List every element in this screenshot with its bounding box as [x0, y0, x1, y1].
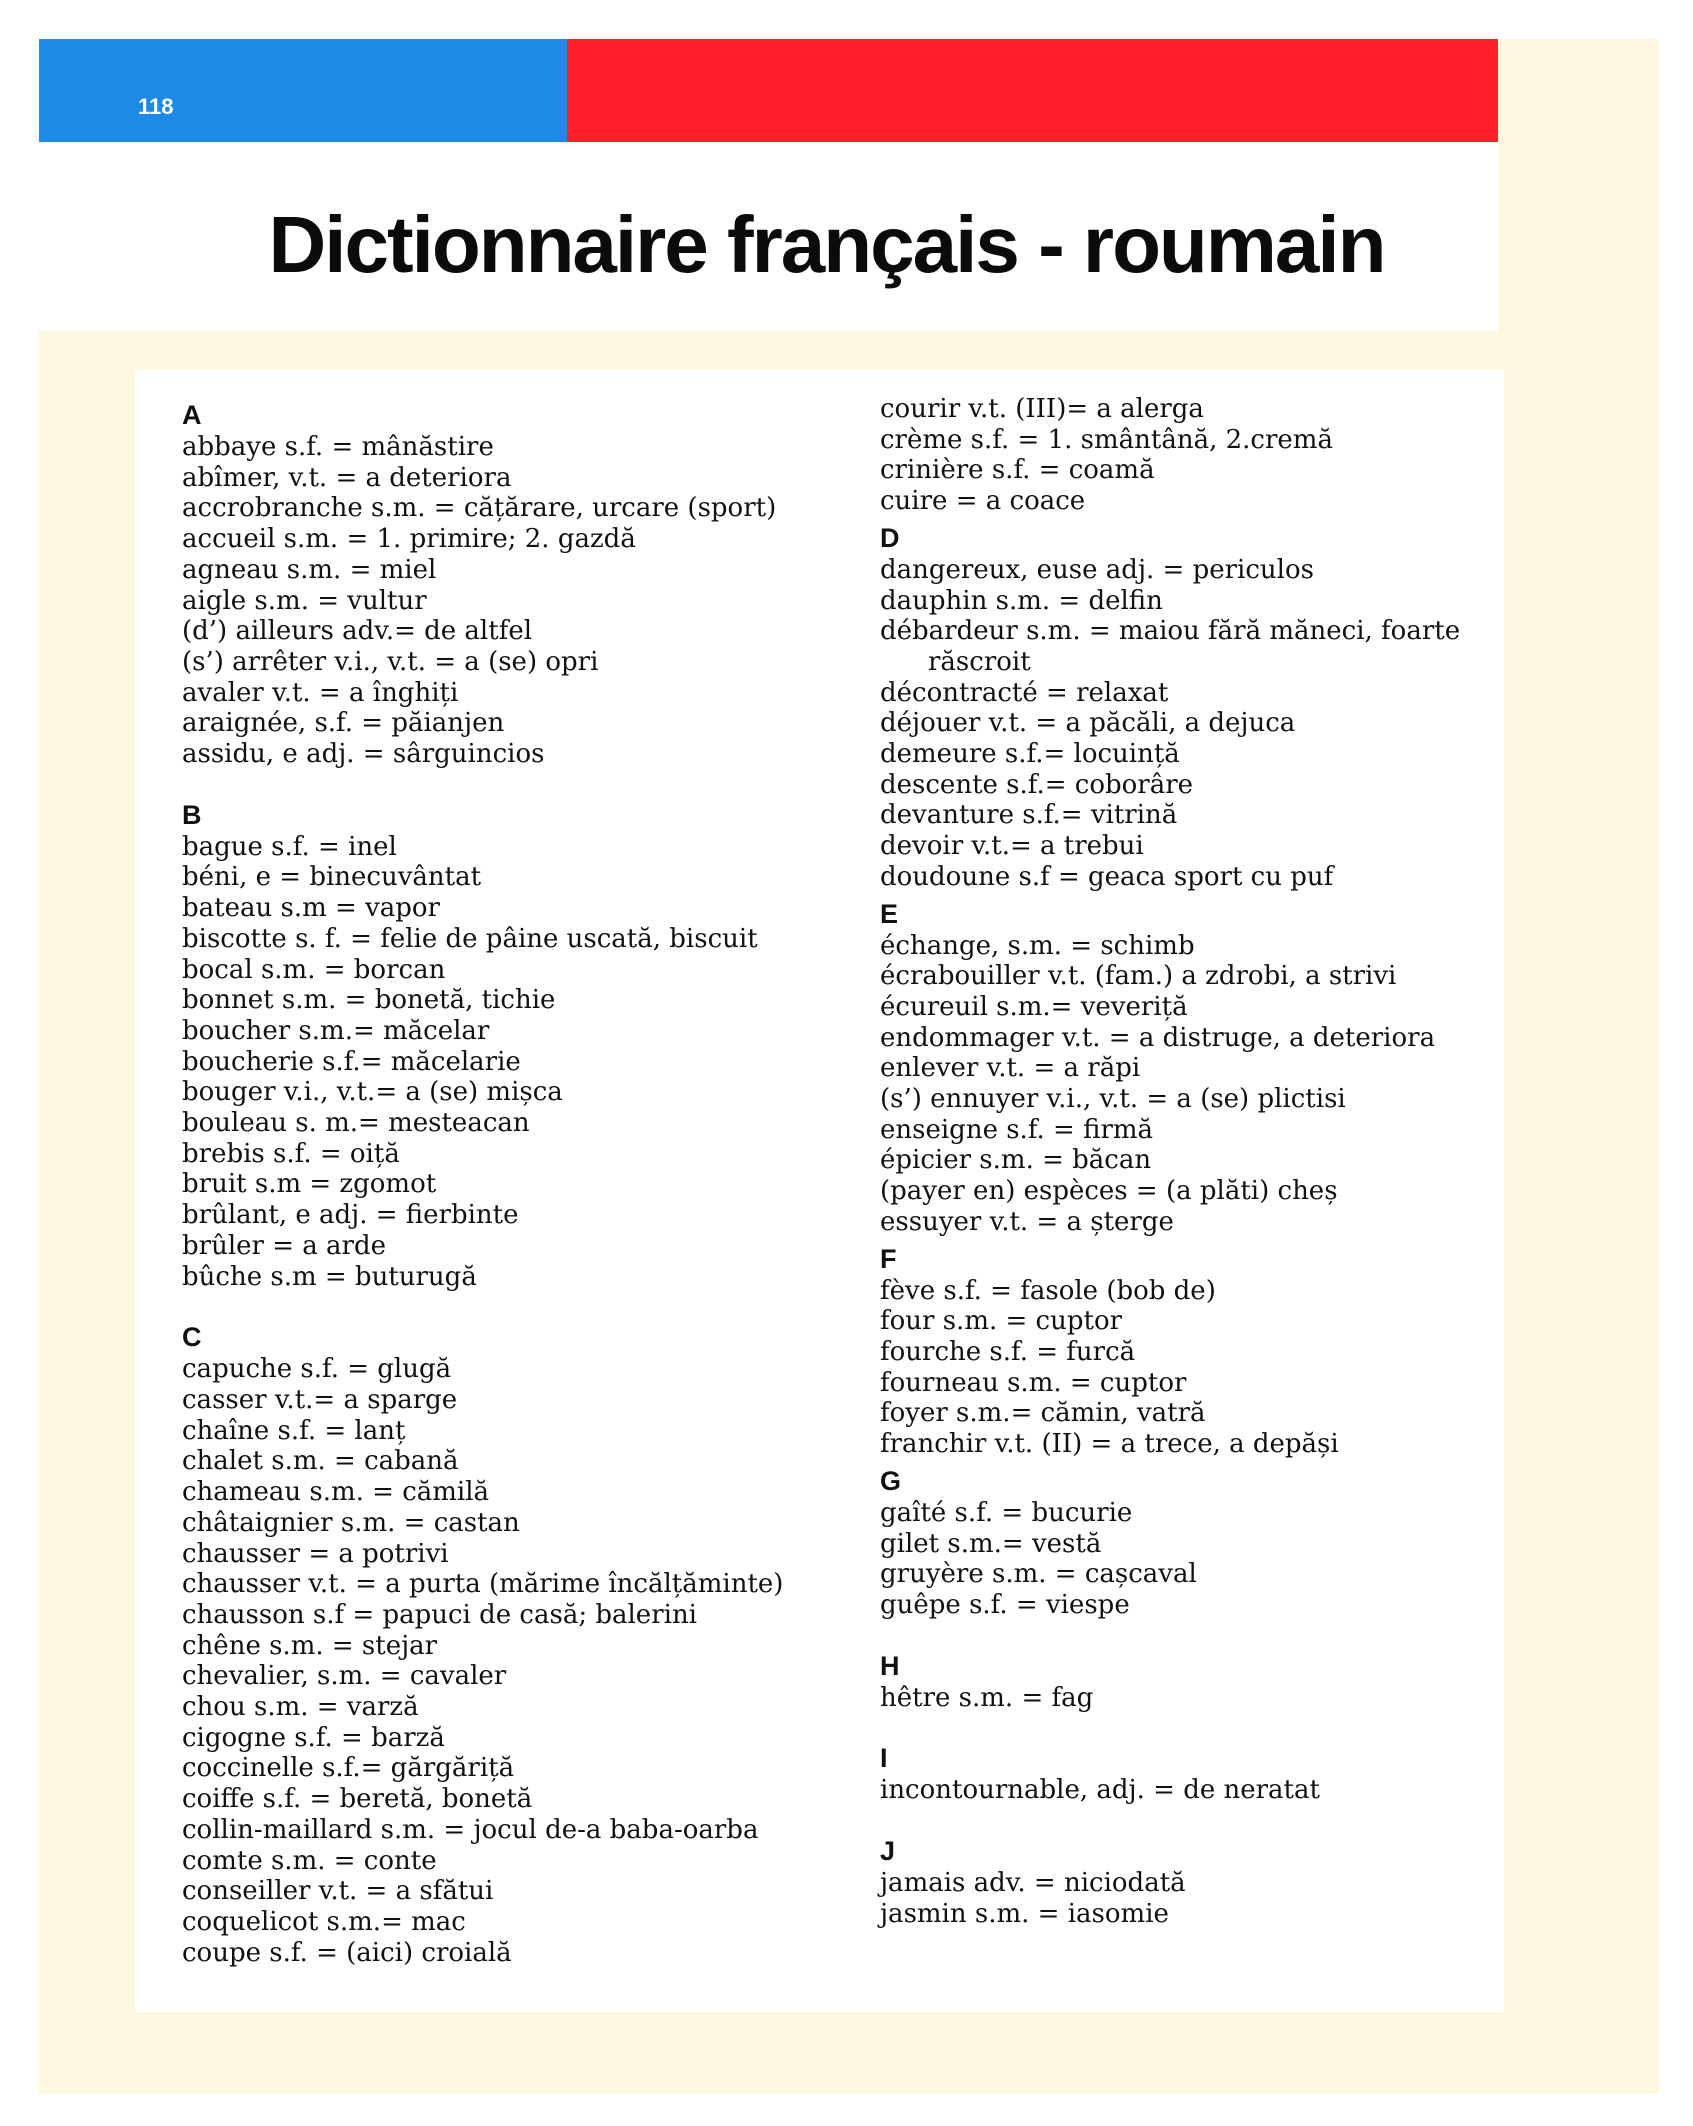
section-letter: E	[880, 898, 899, 929]
section-letter: I	[880, 1743, 888, 1774]
dictionary-entry: bruit s.m = zgomot	[182, 1169, 437, 1200]
section-b	[182, 798, 822, 1293]
dictionary-entry: chausser = a potrivi	[182, 1538, 449, 1569]
dictionary-entry: foyer s.m.= cămin, vatră	[880, 1398, 1206, 1429]
dictionary-entry: gruyère s.m. = cașcaval	[880, 1559, 1197, 1590]
dictionary-entry: boucherie s.f.= măcelarie	[182, 1046, 521, 1077]
section-gap	[182, 770, 822, 798]
dictionary-entry: enseigne s.f. = firmă	[880, 1114, 1154, 1145]
dictionary-entry: chameau s.m. = cămilă	[182, 1477, 490, 1508]
section-e	[880, 897, 1520, 1238]
right-column	[880, 394, 1520, 1929]
dictionary-entry: gaîté s.f. = bucurie	[880, 1497, 1133, 1528]
dictionary-entry: courir v.t. (III)= a alerga	[880, 394, 1204, 424]
page-number: 118	[138, 94, 174, 119]
dictionary-entry: agneau s.m. = miel	[182, 554, 437, 585]
section-letter: A	[182, 400, 202, 430]
dictionary-entry: déjouer v.t. = a păcăli, a dejuca	[880, 708, 1296, 739]
dictionary-entry: (s’) ennuyer v.i., v.t. = a (se) plictisi	[880, 1084, 1346, 1115]
left-column	[182, 398, 822, 1968]
dictionary-entry: accueil s.m. = 1. primire; 2. gazdă	[182, 524, 636, 555]
section-letter: F	[880, 1243, 897, 1274]
dictionary-entry: four s.m. = cuptor	[880, 1306, 1123, 1337]
dictionary-entry: coupe s.f. = (aici) croială	[182, 1937, 512, 1968]
section-f	[880, 1242, 1520, 1460]
dictionary-entry: biscotte s. f. = felie de pâine uscată, biscuit	[182, 923, 758, 954]
dictionary-entry: hêtre s.m. = fag	[880, 1682, 1094, 1713]
dictionary-entry: dauphin s.m. = delfin	[880, 585, 1163, 616]
dictionary-entry: doudoune s.f = geaca sport cu puf	[880, 861, 1334, 892]
section-a	[182, 398, 822, 770]
section-j	[880, 1834, 1520, 1929]
dictionary-entry: descente s.f.= coborâre	[880, 769, 1194, 800]
dictionary-entry: crème s.f. = 1. smântână, 2.cremă	[880, 424, 1333, 455]
section-d	[880, 521, 1520, 893]
section-letter: J	[880, 1836, 896, 1867]
dictionary-entry: coccinelle s.f.= gărgăriță	[182, 1753, 515, 1784]
dictionary-entry: (d’) ailleurs adv.= de altfel	[182, 616, 533, 647]
section-g	[880, 1464, 1520, 1621]
dictionary-entry: chou s.m. = varză	[182, 1692, 419, 1723]
dictionary-entry: abîmer, v.t. = a deteriora	[182, 462, 512, 493]
dictionary-entry: endommager v.t. = a distruge, a deteriora	[880, 1022, 1436, 1053]
section-gap	[880, 1806, 1520, 1834]
dictionary-entry: épicier s.m. = băcan	[880, 1145, 1152, 1176]
dictionary-entry: comte s.m. = conte	[182, 1845, 437, 1876]
dictionary-entry: chêne s.m. = stejar	[182, 1630, 438, 1661]
dictionary-entry: brûlant, e adj. = fierbinte	[182, 1200, 519, 1231]
dictionary-entry: écrabouiller v.t. (fam.) a zdrobi, a strivi	[880, 961, 1397, 992]
section-gap	[880, 1713, 1520, 1741]
dictionary-entry: boucher s.m.= măcelar	[182, 1015, 490, 1046]
section-letter: D	[880, 522, 900, 553]
dictionary-entry: bouleau s. m.= mesteacan	[182, 1108, 530, 1139]
dictionary-entry: béni, e = binecuvântat	[182, 862, 482, 893]
dictionary-entry: chaîne s.f. = lanț	[182, 1415, 406, 1446]
section-letter: B	[182, 799, 202, 830]
dictionary-entry: crinière s.f. = coamă	[880, 455, 1155, 486]
dictionary-entry: chausser v.t. = a purta (mărime încălțăminte)	[182, 1569, 784, 1600]
dictionary-entry: chalet s.m. = cabană	[182, 1446, 459, 1477]
dictionary-entry: abbaye s.f. = mânăstire	[182, 432, 494, 462]
page-title: Dictionnaire français - roumain	[268, 200, 1385, 289]
dictionary-entry: araignée, s.f. = păianjen	[182, 708, 505, 739]
dictionary-entry: jasmin s.m. = iasomie	[880, 1898, 1169, 1929]
dictionary-entry: bateau s.m = vapor	[182, 893, 440, 924]
dictionary-entry: casser v.t.= a sparge	[182, 1384, 458, 1415]
dictionary-entry: bonnet s.m. = bonetă, tichie	[182, 985, 556, 1016]
dictionary-entry: bouger v.i., v.t.= a (se) mișca	[182, 1077, 563, 1108]
dictionary-entry: fourche s.f. = furcă	[880, 1336, 1136, 1367]
dictionary-entry: chevalier, s.m. = cavaler	[182, 1661, 507, 1692]
dictionary-entry: enlever v.t. = a răpi	[880, 1053, 1141, 1084]
dictionary-entry: chausson s.f = papuci de casă; balerini	[182, 1599, 697, 1630]
dictionary-entry: débardeur s.m. = maiou fără măneci, foarte răscroit	[880, 616, 1461, 677]
dictionary-entry: fève s.f. = fasole (bob de)	[880, 1275, 1216, 1306]
section-gap	[880, 1621, 1520, 1649]
dictionary-entry: essuyer v.t. = a șterge	[880, 1206, 1174, 1237]
dictionary-entry: écureuil s.m.= veveriță	[880, 991, 1188, 1022]
dictionary-entry: fourneau s.m. = cuptor	[880, 1367, 1187, 1398]
dictionary-entry: incontournable, adj. = de neratat	[880, 1775, 1320, 1806]
section-h	[880, 1649, 1520, 1714]
section-i	[880, 1741, 1520, 1806]
dictionary-entry: bocal s.m. = borcan	[182, 954, 446, 985]
dictionary-entry: bûche s.m = buturugă	[182, 1261, 477, 1292]
dictionary-entry: bague s.f. = inel	[182, 831, 397, 862]
dictionary-entry: devanture s.f.= vitrină	[880, 800, 1178, 831]
dictionary-entry: accrobranche s.m. = cățărare, urcare (sport)	[182, 493, 777, 524]
dictionary-entry: coquelicot s.m.= mac	[182, 1906, 466, 1937]
section-letter: C	[182, 1322, 202, 1353]
dictionary-entry: brûler = a arde	[182, 1230, 386, 1261]
dictionary-entry: coiffe s.f. = beretă, bonetă	[182, 1784, 533, 1815]
dictionary-entry: demeure s.f.= locuință	[880, 739, 1180, 770]
dictionary-entry: échange, s.m. = schimb	[880, 930, 1195, 961]
section-gap	[182, 1292, 822, 1320]
dictionary-entry: cuire = a coace	[880, 486, 1086, 517]
section-letter: H	[880, 1650, 900, 1681]
dictionary-entry: franchir v.t. (II) = a trece, a depăși	[880, 1429, 1339, 1460]
dictionary-entry: aigle s.m. = vultur	[182, 585, 427, 616]
dictionary-entry: guêpe s.f. = viespe	[880, 1589, 1130, 1620]
dictionary-entry: gilet s.m.= vestă	[880, 1528, 1102, 1559]
dictionary-entry: avaler v.t. = a înghiți	[182, 677, 459, 708]
dictionary-entry: devoir v.t.= a trebui	[880, 831, 1144, 862]
dictionary-entry: assidu, e adj. = sârguincios	[182, 739, 545, 770]
header-blue-band	[39, 39, 567, 142]
dictionary-entry: jamais adv. = niciodată	[880, 1868, 1186, 1899]
dictionary-entry: décontracté = relaxat	[880, 677, 1169, 708]
dictionary-panel	[135, 370, 1504, 2012]
dictionary-entry: (s’) arrêter v.i., v.t. = a (se) opri	[182, 646, 599, 677]
section-c	[182, 1320, 822, 1968]
dictionary-entry: brebis s.f. = oiță	[182, 1138, 400, 1169]
dictionary-entry: collin-maillard s.m. = jocul de-a baba-oarba	[182, 1814, 759, 1845]
dictionary-entry: conseiller v.t. = a sfătui	[182, 1876, 494, 1907]
header-red-band	[567, 39, 1498, 142]
dictionary-entry: dangereux, euse adj. = periculos	[880, 554, 1314, 585]
dictionary-entry: capuche s.f. = glugă	[182, 1354, 452, 1385]
dictionary-entry: châtaignier s.m. = castan	[182, 1507, 520, 1538]
dictionary-entry: (payer en) espèces = (a plăti) cheș	[880, 1176, 1338, 1207]
section-letter: G	[880, 1465, 902, 1496]
dictionary-entry: cigogne s.f. = barză	[182, 1722, 445, 1753]
